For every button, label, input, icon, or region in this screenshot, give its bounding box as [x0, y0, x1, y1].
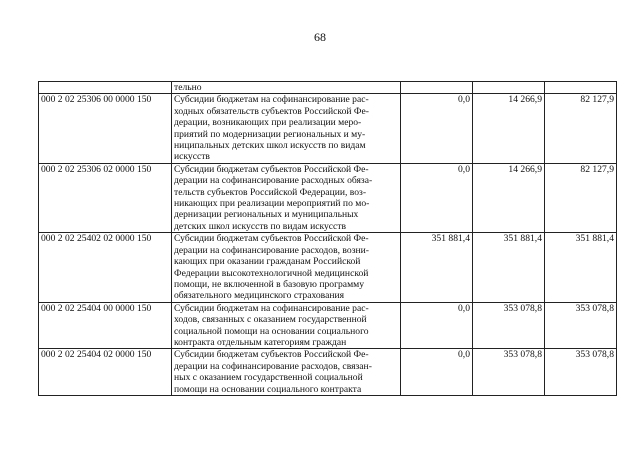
value-cell-1: 0,0	[401, 163, 473, 232]
description-cell: Субсидии бюджетам на софинансирование рас- ходных обязательств субъектов Российской Фе- дерации, возникающих при реализации меро- приятий по модернизации региональных и му- ниципальных детских школ искусств по видам искусств	[172, 94, 401, 163]
value-cell-2: 353 078,8	[473, 302, 545, 349]
value-cell-3: 82 127,9	[545, 163, 617, 232]
table-row	[39, 302, 617, 349]
budget-code-cell	[39, 82, 172, 94]
value-cell-2: 14 266,9	[473, 163, 545, 232]
budget-table	[38, 81, 617, 396]
value-cell-3: 353 078,8	[545, 302, 617, 349]
value-cell-1: 0,0	[401, 349, 473, 396]
page-number: 68	[314, 30, 326, 44]
description-cell: Субсидии бюджетам субъектов Российской Фе- дерации на софинансирование расходных обяза- тельств субъектов Российской Федерации, воз- никающих при реализации мероприятий по мо- дернизации региональных и муниципальных детских школ искусств по видам искусств	[172, 163, 401, 232]
value-cell-1	[401, 82, 473, 94]
description-cell: Субсидии бюджетам на софинансирование рас- ходов, связанных с оказанием государственной социальной помощи на основании социального контракта отдельным категориям граждан	[172, 302, 401, 349]
value-cell-1: 0,0	[401, 94, 473, 163]
budget-code-cell: 000 2 02 25404 00 0000 150	[39, 302, 172, 349]
value-cell-3: 82 127,9	[545, 94, 617, 163]
value-cell-2: 353 078,8	[473, 349, 545, 396]
table-row	[39, 163, 617, 232]
description-cell: Субсидии бюджетам субъектов Российской Фе- дерации на софинансирование расходов, связан- ных с оказанием государственной социальной помощи на основании социального контракта	[172, 349, 401, 396]
table-row	[39, 233, 617, 302]
value-cell-3	[545, 82, 617, 94]
value-cell-3: 353 078,8	[545, 349, 617, 396]
value-cell-2: 14 266,9	[473, 94, 545, 163]
table-row	[39, 349, 617, 396]
value-cell-3: 351 881,4	[545, 233, 617, 302]
table-row	[39, 94, 617, 163]
budget-code-cell: 000 2 02 25306 02 0000 150	[39, 163, 172, 232]
budget-code-cell: 000 2 02 25402 02 0000 150	[39, 233, 172, 302]
value-cell-2	[473, 82, 545, 94]
budget-table-body	[39, 82, 617, 396]
description-cell: тельно	[172, 82, 401, 94]
description-cell: Субсидии бюджетам субъектов Российской Фе- дерации на софинансирование расходов, возни- кающих при оказании гражданам Российской Федерации высокотехнологичной медицинской помощи, не включенной в базовую программу обязательного медицинского страхования	[172, 233, 401, 302]
value-cell-1: 0,0	[401, 302, 473, 349]
value-cell-1: 351 881,4	[401, 233, 473, 302]
budget-code-cell: 000 2 02 25404 02 0000 150	[39, 349, 172, 396]
table-row	[39, 82, 617, 94]
budget-code-cell: 000 2 02 25306 00 0000 150	[39, 94, 172, 163]
value-cell-2: 351 881,4	[473, 233, 545, 302]
